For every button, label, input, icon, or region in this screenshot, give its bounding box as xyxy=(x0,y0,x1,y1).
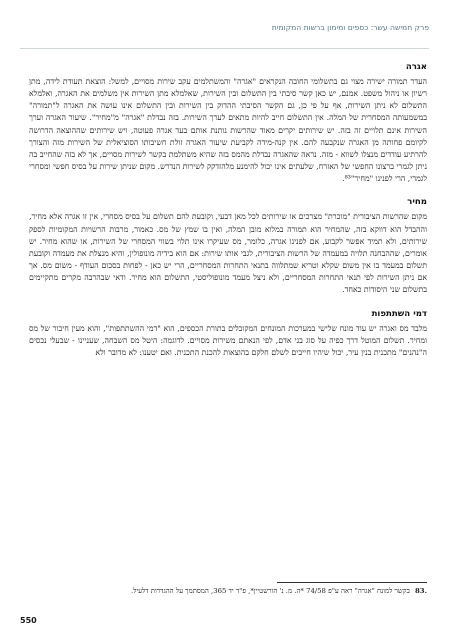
section-heading: דמי השתתפות xyxy=(371,308,427,319)
section-agra xyxy=(29,62,427,185)
footnote-text: בקשר למונח "אגרה" ראה ע"פ 74/58 *ה. מ. נ' הורשטיין*, פ"ד יד 365, המסתמך על ההגדרות דלעיל. xyxy=(130,587,410,595)
page-body xyxy=(29,50,427,359)
section-paragraph: העדר תמורה ישירה מצוי גם בתשלומי החובה הנקראים "אגרה" והמשתלמים עקב שירות מסויים, למשל: הוצאת תעודת לידה, מתן רשיון או ניהול משפט. אמנם, יש כאן קשר סיבתי בין התשלום ובין השירות, שאלמלא מתן השירות אין משלמים את האגרה, ואלמלא התשלום לא ניתן השירות, אף על פי כן, גם הקשר הסיבתי ההדוק בין השירות ובין התשלום אינו עושה את האגרה ל"תמורה" במשמעותה המסחרית של המלה. אין התשלום חייב להיות מתאים לערך השירות. בזה נבדלת "אגרה" מ"מחיר". שיעור האגרה וערך השירות אינם תלויים זה בזה. יש שירותים יקרים מאוד שהרשות נותנת אותם בעד אגרה פעוטה, ויש שירותים שההוצאה הדרושה לקיומם פחותה מן האגרה שנקבעה להם. אין קנה-מידה לקביעת שיעור האגרה זולת חשיבותו הסוציאלית של השירות מזה והצורך להרתיע עודדים מנצלו לשווא - מזה. נראה שהאגרה נבדלת מהמס בזה שהיא משתלמת בקשר לשירות מסויים, אך לא בזה שהחייב בה ניתן לגמרי ברצונו החפשי של האזרח, שלעתים אינו יכול להימנע מלהזדקק לשירות הנדרש. מקום שניתן שירות על בסיס חפשי ומסחרי לגמרי, הרי לפנינו "מחיר"⁸³. xyxy=(29,77,427,184)
footnote-divider xyxy=(277,582,427,583)
running-title: פרק חמישה עשר: כספים ומימון ברשות המקומית xyxy=(271,23,429,32)
footnote-number: .83 xyxy=(415,587,427,595)
section-paragraph: מקום שהרשות הציבורית "מוכרת" מצרכים או שירותים לכל מאן דבעי, וקובעת להם תשלום על בסיס מסחרי, אין זו אגרה אלא מחיר, וההבדל הוא דווקא בזה, שהמחיר הוא תמורה במלוא מובן המלה, ואין בו שמץ של מס. כאמור, מרבות הרשויות המקומיות לספק שירותים, ולא תמיד אפשר לקבוע, אם לפנינו אגרה, כלומר, מס שעיקרו אינו תלוי בשווי המסחרי של השירות, או שהוא מחיר. יש אומרים, שההבחנה תלויה במעמדה של הרשות הציבורית, לגבי אותו שירות: אם הוא בידיה מונופולין, והיא מנצלת את מעמדה וקובעת תשלום במעמד בו אין משום שקלא וטריא שמתלווה בתנאי התחרות המסחריים, הרי יש כאן - לפחות בסכום העודף - משום מס. אך אם ניתן השירות לפי תנאי התחרות המסחריים, ולא ניצל מעמד מונופוליסטי, התשלום הוא מחיר. ודאי שבהרבה מקרים מתקיימים בתשלום שני היסודות כאחד. xyxy=(29,212,427,295)
section-paragraph: מלבד מס ואגרה יש עוד מונח שלישי במערכות המונחים המקובלים בתורת הכספים, הוא "דמי ההשתתפות", והוא מעין חיבור של מס ומחיר. תשלום המוטל דרך כפיה על סוג בני אדם, לפי הנאתם משירות מסויים. לדוגמה: היטל מס השבחה, שעניינו - שבעלי נכסים ה"נהנים" מתכנית בנין עיר, יכול שיהיו חייבים לשלם חלקם בהוצאות להכנת התכנית. ואם יטענו: לא מדובר ולא xyxy=(29,323,427,357)
section-heading: מחיר xyxy=(407,197,427,208)
section-mechir xyxy=(29,197,427,296)
footnote xyxy=(29,586,427,597)
page-number: 550 xyxy=(20,616,37,625)
section-heading: אגרה xyxy=(405,62,427,72)
section-dmei-hishtatfut xyxy=(29,309,427,359)
running-header xyxy=(20,8,429,49)
